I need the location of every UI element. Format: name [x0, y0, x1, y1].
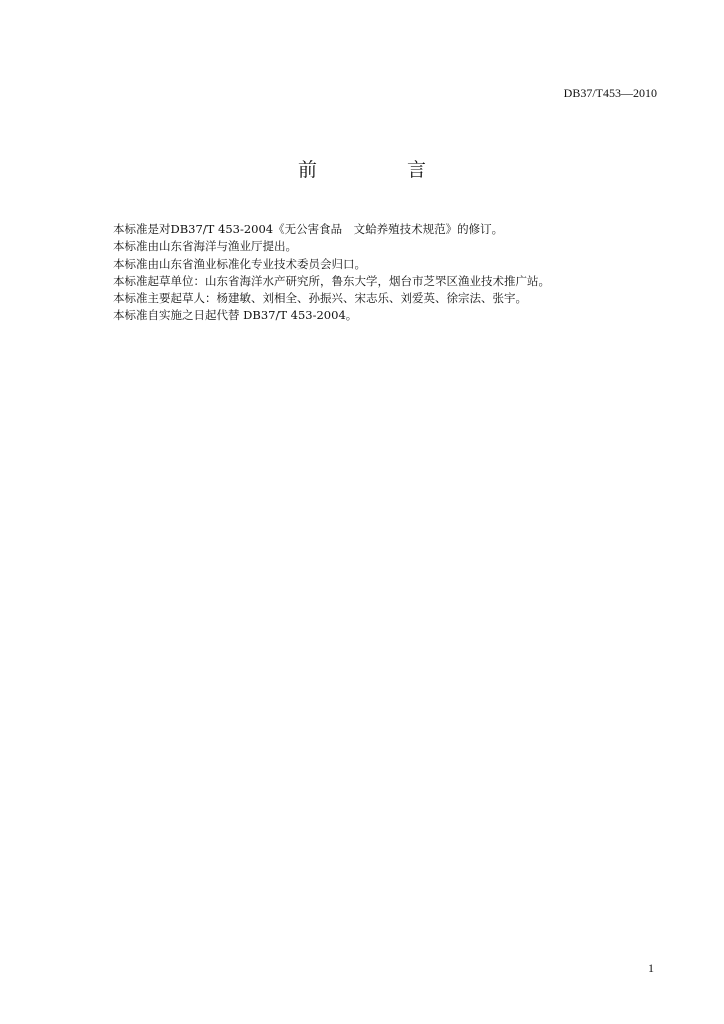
- paragraph-revision: 本标准是对DB37/T 453-2004《无公害食品 文蛤养殖技术规范》的修订。: [113, 222, 504, 236]
- paragraph-committee: 本标准由山东省渔业标准化专业技术委员会归口。: [113, 256, 366, 271]
- paragraph-drafters: 本标准主要起草人：杨建敏、刘相全、孙振兴、宋志乐、刘爱英、徐宗法、张宇。: [113, 291, 527, 306]
- paragraph-replacement: 本标准自实施之日起代替 DB37/T 453-2004。: [113, 308, 358, 323]
- page-number: 1: [648, 961, 654, 975]
- page-title: 前 言: [297, 159, 469, 181]
- foreword-body: [113, 221, 673, 325]
- paragraph-drafting-units: 本标准起草单位：山东省海洋水产研究所，鲁东大学，烟台市芝罘区渔业技术推广站。: [113, 273, 550, 288]
- standard-code: DB37/T453—2010: [563, 86, 657, 100]
- paragraph-proposer: 本标准由山东省海洋与渔业厅提出。: [113, 239, 297, 254]
